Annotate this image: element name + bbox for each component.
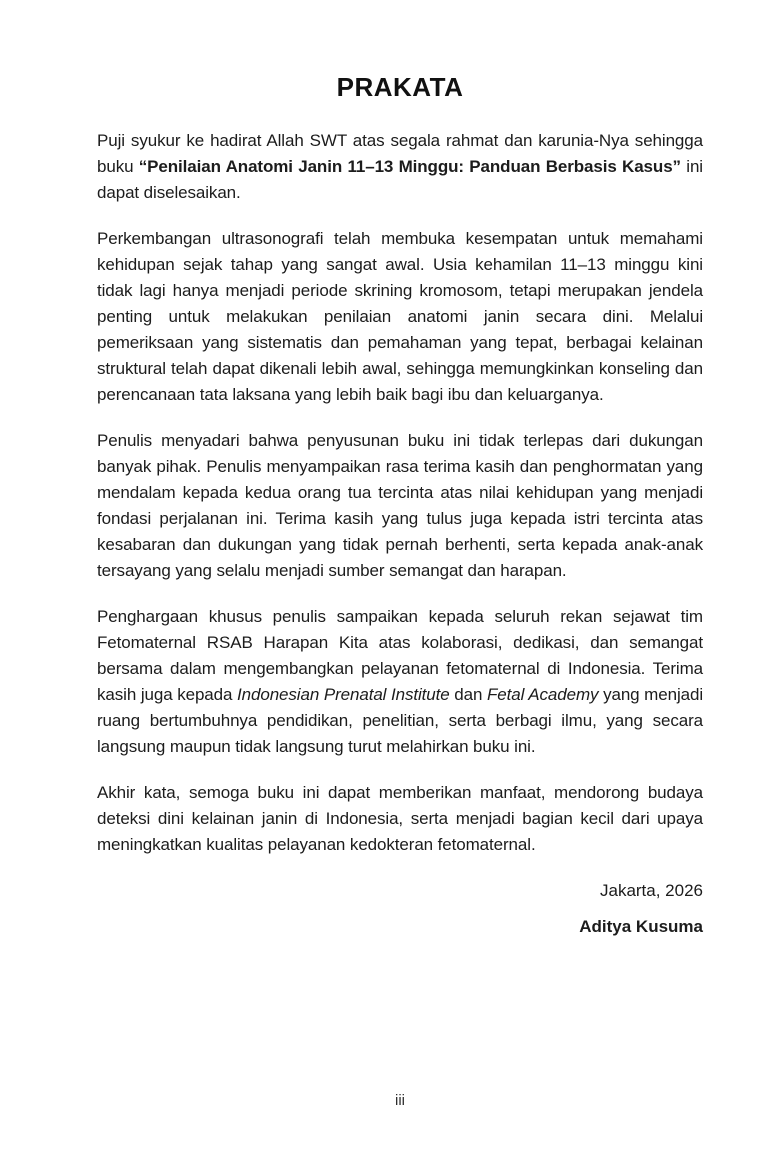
text-run: “Penilaian Anatomi Janin 11–13 Minggu: Panduan Berbasis Kasus” bbox=[138, 157, 681, 176]
text-run: Indonesian Prenatal Institute bbox=[237, 685, 450, 704]
page-title: PRAKATA bbox=[336, 72, 464, 102]
text-run: Akhir kata, semoga buku ini dapat memberikan manfaat, mendorong budaya deteksi dini kelainan janin di Indonesia, serta menjadi bagian kecil dari upaya meningkatkan kualitas pelayanan kedokteran fetomaternal. bbox=[97, 783, 703, 854]
text-run: Fetal Academy bbox=[486, 685, 599, 704]
text-run: Perkembangan ultrasonografi telah membuka kesempatan untuk memahami kehidupan sejak tahap yang sangat awal. Usia kehamilan 11–13 minggu kini tidak lagi hanya menjadi periode skrining kromosom, tetapi merupakan jendela penting untuk melakukan penilaian anatomi janin secara dini. Melalui pemeriksaan yang sistematis dan pemahaman yang tepat, berbagai kelainan struktural telah dapat dikenali lebih awal, sehingga memungkinkan konseling dan perencanaan tata laksana yang lebih baik bagi ibu dan keluarganya. bbox=[97, 229, 703, 404]
text-run: ini dapat diselesaikan. bbox=[97, 157, 703, 202]
text-run: Penghargaan khusus penulis sampaikan kepada seluruh rekan sejawat tim Fetomaternal RSAB Harapan Kita atas kolaborasi, dedikasi, dan semangat bersama dalam mengembangkan pelayanan fetomaternal di Indonesia. Terima kasih juga kepada bbox=[97, 607, 703, 704]
preface-body bbox=[97, 128, 703, 858]
text-run: Penulis menyadari bahwa penyusunan buku ini tidak terlepas dari dukungan banyak pihak. Penulis menyampaikan rasa terima kasih dan penghormatan yang mendalam kepada kedua orang tua tercinta atas nilai kehidupan yang menjadi fondasi perjalanan ini. Terima kasih yang tulus juga kepada istri tercinta atas kesabaran dan dukungan yang tidak pernah berhenti, serta kepada anak-anak tersayang yang selalu menjadi sumber semangat dan harapan. bbox=[97, 431, 703, 580]
paragraph bbox=[97, 428, 703, 584]
paragraph bbox=[97, 780, 703, 858]
paragraph bbox=[97, 604, 703, 760]
text-run: Puji syukur ke hadirat Allah SWT atas segala rahmat dan karunia-Nya sehingga buku bbox=[97, 131, 703, 176]
paragraph bbox=[97, 226, 703, 408]
closing-author: Aditya Kusuma bbox=[579, 917, 703, 936]
text-run: dan bbox=[449, 685, 487, 704]
text-run: yang menjadi ruang bertumbuhnya pendidikan, penelitian, serta berbagi ilmu, yang secara langsung maupun tidak langsung turut melahirkan buku ini. bbox=[97, 685, 704, 756]
page-number: iii bbox=[395, 1092, 405, 1109]
closing-block bbox=[97, 878, 703, 940]
closing-place-date: Jakarta, 2026 bbox=[599, 881, 703, 900]
paragraph bbox=[97, 128, 703, 206]
